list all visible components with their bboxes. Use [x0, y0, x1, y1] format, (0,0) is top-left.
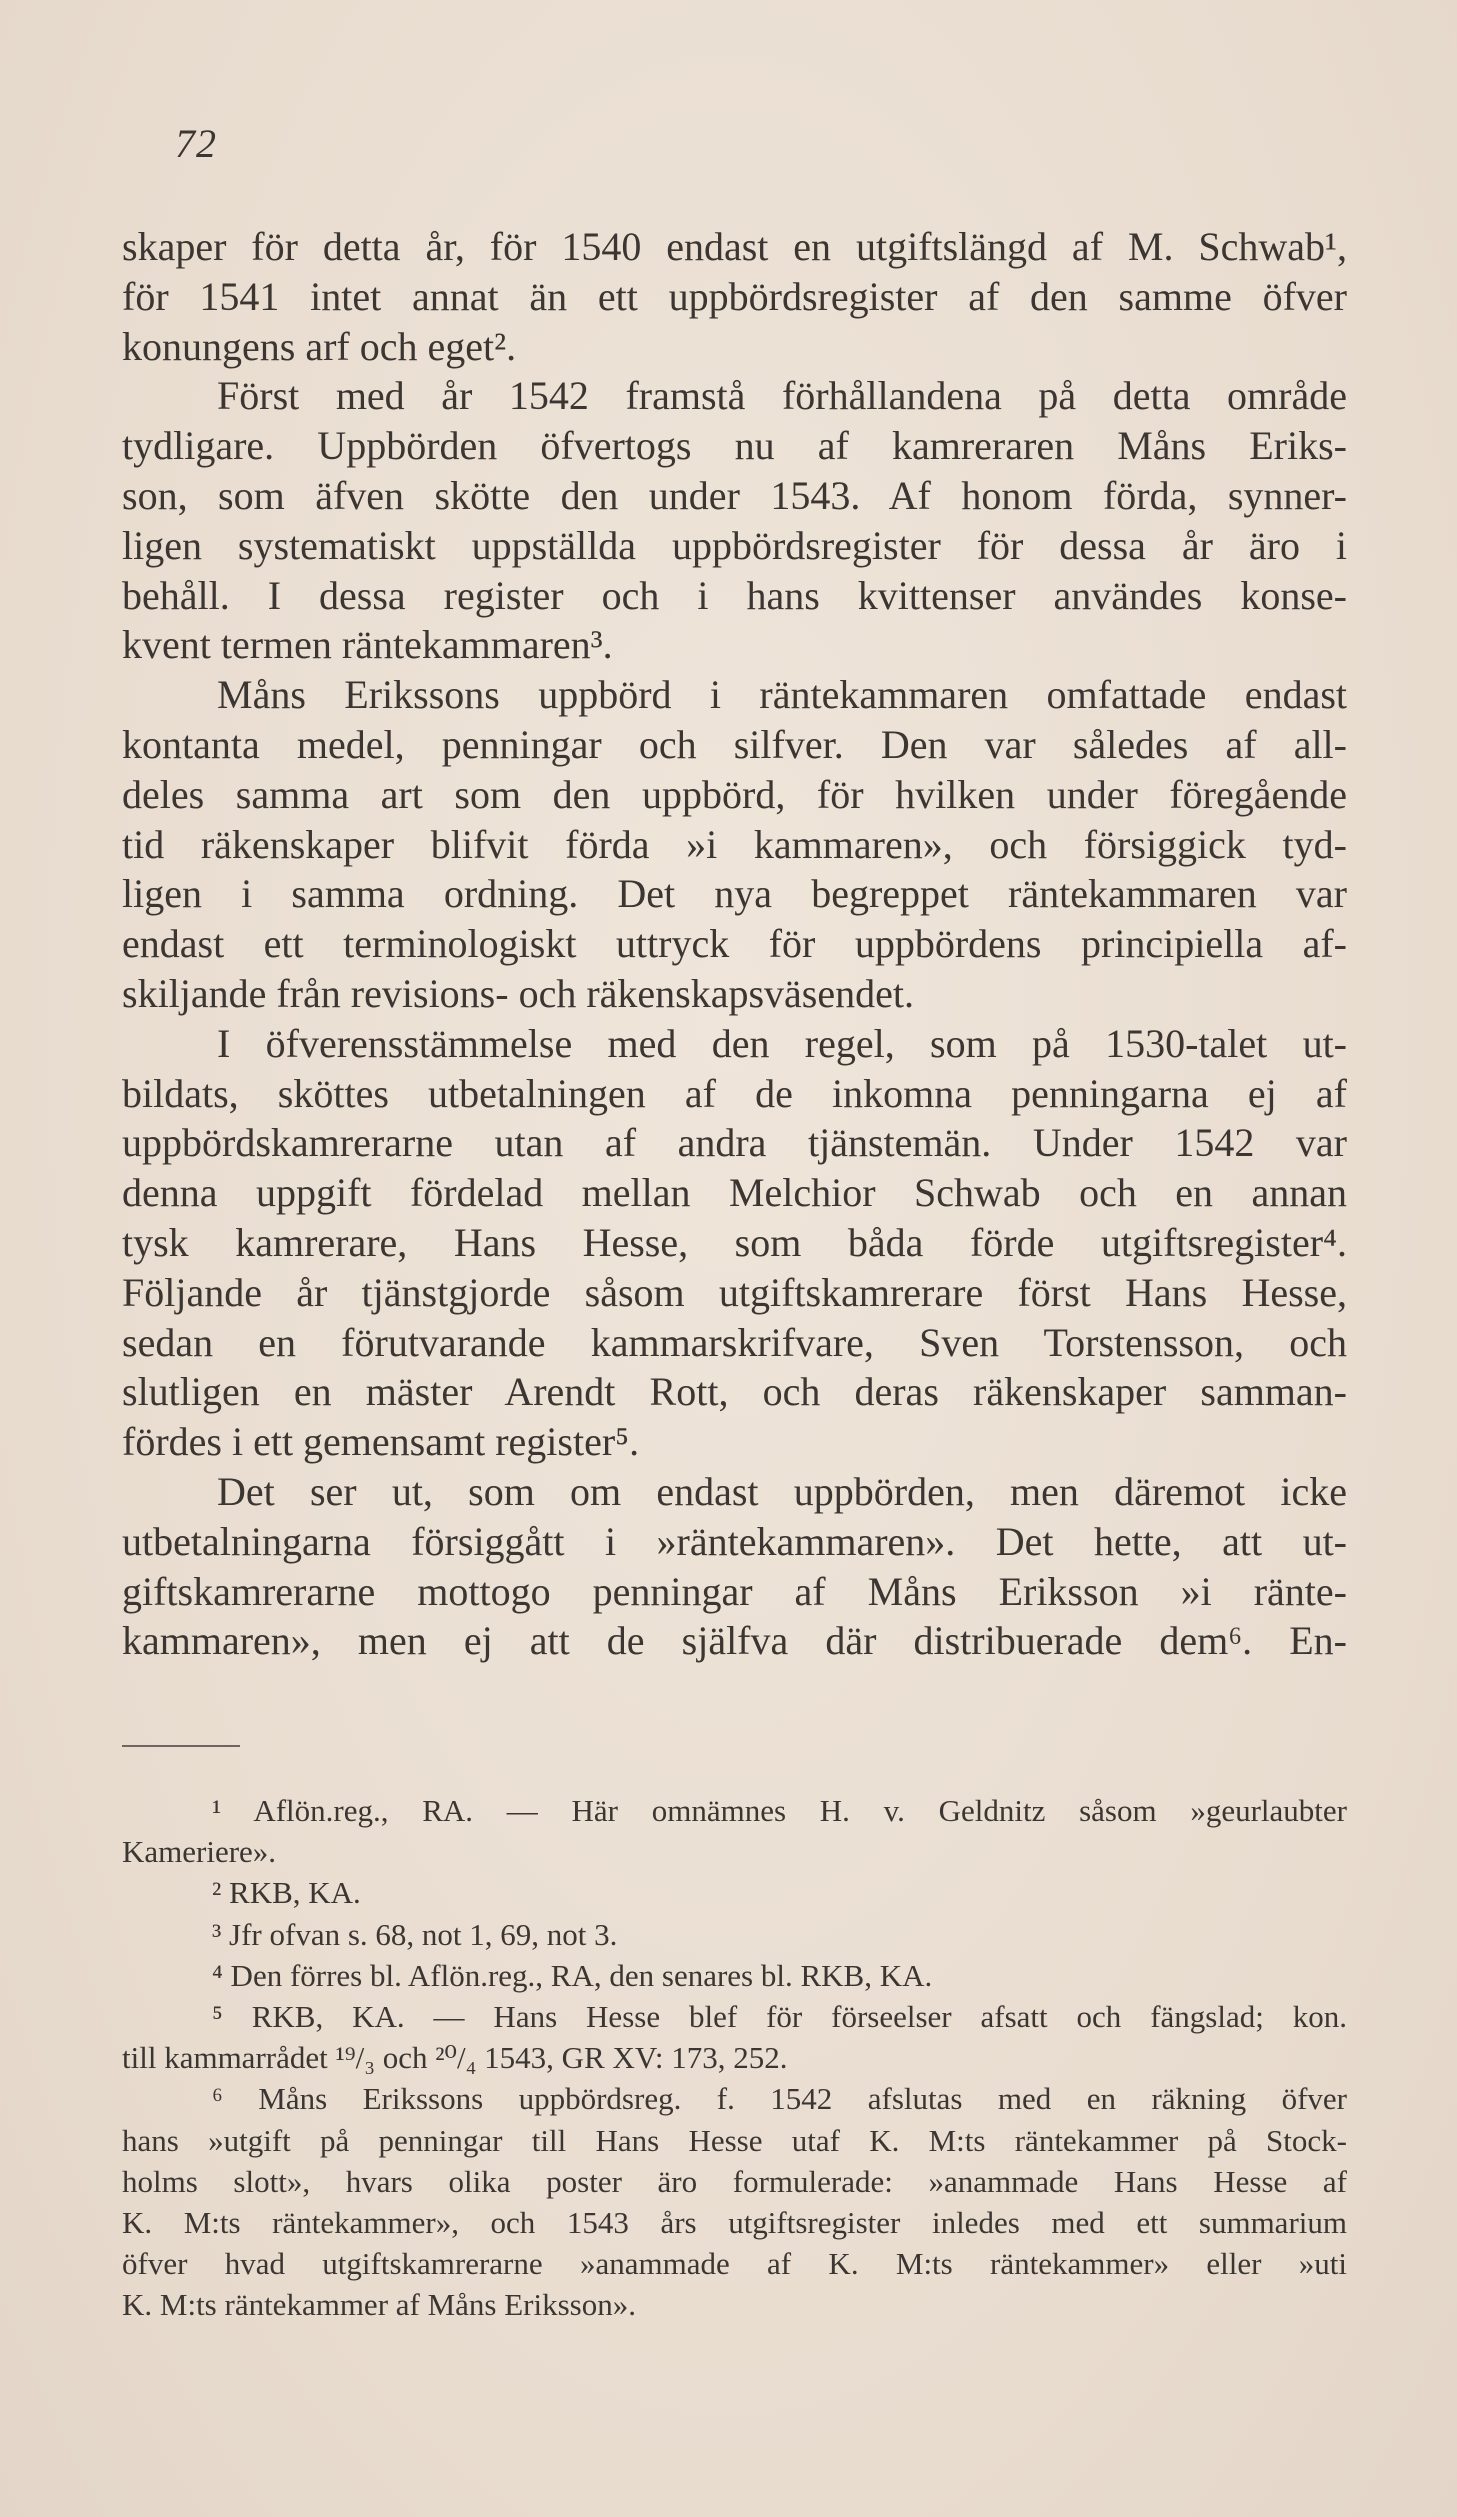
body-line: Först med år 1542 framstå förhållandena på detta område	[217, 373, 1347, 419]
body-line: I öfverensstämmelse med den regel, som på 1530-talet ut-	[217, 1020, 1347, 1066]
page-number: 72	[175, 121, 217, 166]
body-line: skiljande från revisions- och räkenskapsväsendet.	[122, 970, 914, 1016]
body-line: Det ser ut, som om endast uppbörden, men däremot icke	[217, 1468, 1347, 1514]
body-line: utbetalningarna försiggått i »räntekammaren». Det hette, att ut-	[122, 1518, 1347, 1564]
body-line: tid räkenskaper blifvit förda »i kammaren», och försiggick tyd-	[122, 821, 1347, 867]
body-line: kvent termen räntekammaren³.	[122, 622, 613, 668]
body-line: Följande år tjänstgjorde såsom utgiftskamrerare först Hans Hesse,	[122, 1269, 1347, 1315]
body-text	[122, 222, 1347, 1666]
body-line: slutligen en mäster Arendt Rott, och deras räkenskaper samman-	[122, 1369, 1347, 1415]
footnote-line: holms slott», hvars olika poster äro formulerade: »anammade Hans Hesse af	[122, 2163, 1347, 2199]
body-line: endast ett terminologiskt uttryck för uppbördens principiella af-	[122, 921, 1347, 967]
body-line: behåll. I dessa register och i hans kvittenser användes konse-	[122, 572, 1347, 618]
body-line: bildats, sköttes utbetalningen af de inkomna penningarna ej af	[122, 1070, 1347, 1116]
footnotes	[122, 1790, 1347, 2325]
body-line: deles samma art som den uppbörd, för hvilken under föregående	[122, 771, 1347, 817]
body-line: ligen i samma ordning. Det nya begreppet räntekammaren var	[122, 871, 1347, 917]
footnote-line: ⁴ Den förres bl. Aflön.reg., RA, den senares bl. RKB, KA.	[212, 1957, 933, 1993]
body-line: sedan en förutvarande kammarskrifvare, Sven Torstensson, och	[122, 1319, 1347, 1365]
footnote-line: K. M:ts räntekammer af Måns Eriksson».	[122, 2287, 636, 2323]
body-line: skaper för detta år, för 1540 endast en utgiftslängd af M. Schwab¹,	[122, 224, 1347, 269]
footnote-line: ⁶ Måns Erikssons uppbördsreg. f. 1542 afslutas med en räkning öfver	[212, 2081, 1347, 2117]
body-line: tysk kamrerare, Hans Hesse, som båda förde utgiftsregister⁴.	[122, 1219, 1347, 1265]
footnote-line: öfver hvad utgiftskamrerarne »anammade af K. M:ts räntekammer» eller »uti	[122, 2246, 1347, 2282]
footnote-line: ³ Jfr ofvan s. 68, not 1, 69, not 3.	[212, 1916, 618, 1952]
body-line: denna uppgift fördelad mellan Melchior Schwab och en annan	[122, 1170, 1347, 1216]
body-line: konungens arf och eget².	[122, 323, 517, 369]
body-line: son, som äfven skötte den under 1543. Af honom förda, synner-	[122, 472, 1347, 518]
footnote-line: K. M:ts räntekammer», och 1543 års utgiftsregister inledes med ett summarium	[122, 2204, 1347, 2240]
body-line: kontanta medel, penningar och silfver. Den var således af all-	[122, 721, 1347, 767]
body-line: ligen systematiskt uppställda uppbördsregister för dessa år äro i	[122, 522, 1347, 568]
footnote-line: ⁵ RKB, KA. — Hans Hesse blef för förseelser afsatt och fängslad; kon.	[212, 1998, 1347, 2034]
footnote-line: ² RKB, KA.	[212, 1875, 361, 1911]
body-line: kammaren», men ej att de själfva där distribuerade dem⁶. En-	[122, 1618, 1347, 1664]
body-line: giftskamrerarne mottogo penningar af Måns Eriksson »i ränte-	[122, 1568, 1347, 1614]
footnote-line: ¹ Aflön.reg., RA. — Här omnämnes H. v. Geldnitz såsom »geurlaubter	[212, 1793, 1347, 1828]
footnote-line: hans »utgift på penningar till Hans Hesse utaf K. M:ts räntekammer på Stock-	[122, 2122, 1347, 2158]
body-line: uppbördskamrerarne utan af andra tjänstemän. Under 1542 var	[122, 1120, 1347, 1166]
footnote-line: Kameriere».	[122, 1834, 277, 1870]
body-line: tydligare. Uppbörden öfvertogs nu af kamreraren Måns Eriks-	[122, 423, 1347, 469]
body-line: fördes i ett gemensamt register⁵.	[122, 1419, 640, 1465]
footnote-line: till kammarrådet ¹⁹/₃ och ²⁰/₄ 1543, GR XV: 173, 252.	[122, 2040, 788, 2076]
footnote-divider	[122, 1745, 240, 1747]
body-line: för 1541 intet annat än ett uppbördsregister af den samme öfver	[122, 273, 1347, 319]
body-line: Måns Erikssons uppbörd i räntekammaren omfattade endast	[217, 672, 1347, 718]
